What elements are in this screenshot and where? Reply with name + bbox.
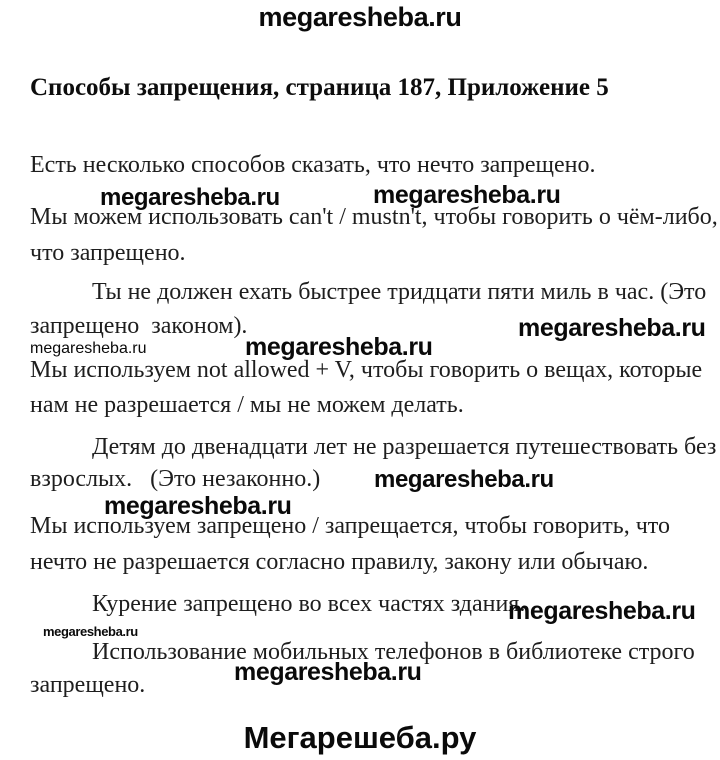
footer-brand: Мегарешеба.ру <box>243 720 477 755</box>
body-text-line: запрещено. <box>30 672 146 698</box>
watermark: megaresheba.ru <box>100 184 280 211</box>
watermark: megaresheba.ru <box>508 597 696 625</box>
body-text-line: Детям до двенадцати лет не разрешается путешествовать без <box>92 434 717 460</box>
watermark: megaresheba.ru <box>373 181 561 209</box>
watermark: megaresheba.ru <box>245 333 433 361</box>
watermark-small: megaresheba.ru <box>30 340 147 357</box>
watermark: megaresheba.ru <box>518 314 706 342</box>
body-text-line: Мы используем запрещено / запрещается, чтобы говорить, что <box>30 513 670 539</box>
body-text-line: Использование мобильных телефонов в библиотеке строго <box>92 639 695 665</box>
watermark: megaresheba.ru <box>104 492 292 520</box>
body-text-line: Курение запрещено во всех частях здания. <box>92 591 526 617</box>
body-text-line: Ты не должен ехать быстрее тридцати пяти миль в час. (Это <box>92 279 707 305</box>
body-text-line: взрослых. (Это незаконно.) <box>30 466 321 492</box>
page-title: Способы запрещения, страница 187, Приложение 5 <box>30 74 609 101</box>
body-text-line: нам не разрешается / мы не можем делать. <box>30 392 464 418</box>
body-text-line: Мы используем not allowed + V, чтобы говорить о вещах, которые <box>30 357 703 383</box>
body-text-line: запрещено законом). <box>30 313 248 339</box>
body-text-line: Есть несколько способов сказать, что нечто запрещено. <box>30 152 596 178</box>
watermark: megaresheba.ru <box>374 466 554 493</box>
body-text-line: Мы можем использовать can't / mustn't, чтобы говорить о чём-либо, <box>30 204 718 230</box>
body-text-line: нечто не разрешается согласно правилу, закону или обычаю. <box>30 549 649 575</box>
watermark-top: megaresheba.ru <box>258 2 462 32</box>
body-text-line: что запрещено. <box>30 240 186 266</box>
watermark-small: megaresheba.ru <box>43 624 138 639</box>
watermark: megaresheba.ru <box>234 658 422 686</box>
